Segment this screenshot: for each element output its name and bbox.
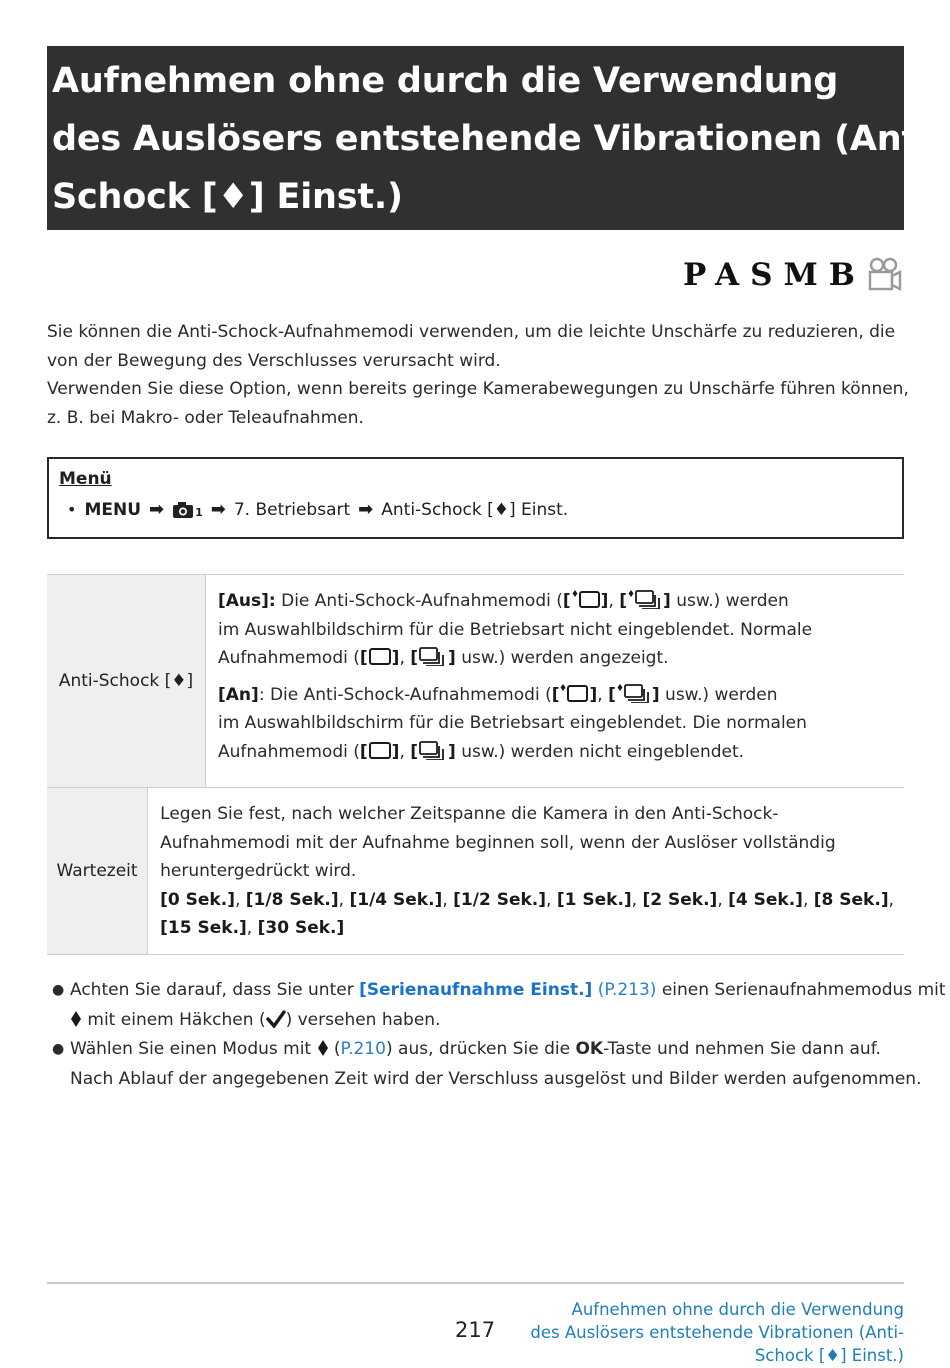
option-value: [4 Sek.] (728, 889, 803, 910)
list-item: ● Wählen Sie einen Modus mit (P.210) aus, drücken Sie die OK-Taste und nehmen Sie dann auf. Nach Ablauf der angegebenen Zeit wird der Verschluss ausgelöst und Bilder werden aufgenommen. (52, 1035, 912, 1094)
single-frame-icon (368, 740, 392, 760)
settings-table (47, 574, 904, 955)
page-link-210[interactable]: P.210 (340, 1039, 387, 1059)
row-body-anti-shock (206, 575, 904, 787)
intro-line: Verwenden Sie diese Option, wenn bereits geringe Kamerabewegungen zu Unschärfe führen können, (47, 379, 909, 399)
footer-title-line: Schock [♦] Einst.) (754, 1346, 904, 1365)
footer-divider (47, 1282, 904, 1284)
menu-step-1: 7. Betriebsart (233, 499, 351, 520)
tab-subscript: 1 (195, 505, 203, 519)
title-line-1: Aufnehmen ohne durch die Verwendung (52, 61, 839, 101)
sequential-icon (418, 740, 448, 760)
text: ) aus, drücken Sie die (386, 1039, 576, 1059)
table-row (47, 574, 904, 787)
movie-camera-icon (866, 257, 902, 293)
text: usw.) werden (670, 591, 789, 611)
single-frame-icon (368, 646, 392, 666)
bullet: • (67, 500, 77, 519)
option-aus: [Aus]: Die Anti-Schock-Aufnahmemodi ([ ], [ ] usw.) werden im Auswahlbildschirm für die Betriebsart nicht eingeblendet. Normale Aufnahmemodi ([ ], [ ] usw.) werden angezeigt. (218, 587, 894, 673)
wait-options: [15 Sek.], [30 Sek.] (160, 918, 345, 938)
menu-path-box (47, 457, 904, 539)
arrow-right-icon: ➡ (149, 499, 165, 520)
row-label-wartezeit: Wartezeit (47, 788, 148, 954)
text: Legen Sie fest, nach welcher Zeitspanne die Kamera in den Anti-Schock- (160, 804, 779, 824)
camera-tab-icon (172, 501, 203, 519)
option-value: [8 Sek.] (813, 889, 889, 910)
text: -Taste und nehmen Sie dann auf. (603, 1039, 881, 1059)
option-value: [2 Sek.] (642, 889, 718, 910)
option-label: [Aus]: (218, 591, 276, 611)
menu-path (67, 499, 568, 520)
option-value: [1/2 Sek.] (453, 889, 547, 910)
option-value: [1/8 Sek.] (245, 889, 339, 910)
text: Aufnahmemodi ( (218, 741, 360, 762)
arrow-right-icon: ➡ (358, 499, 374, 520)
intro-line: von der Bewegung des Verschlusses verursacht wird. (47, 350, 501, 371)
text: mit einem Häkchen ( (82, 1009, 266, 1030)
menu-title: Menü (59, 469, 112, 489)
mode-letters: PASMB (682, 257, 866, 293)
text: im Auswahlbildschirm für die Betriebsart eingeblendet. Die normalen (218, 713, 807, 733)
text: usw.) werden nicht eingeblendet. (455, 741, 745, 762)
text: im Auswahlbildschirm für die Betriebsart nicht eingeblendet. Normale (218, 619, 813, 640)
intro-line: Sie können die Anti-Schock-Aufnahmemodi verwenden, um die leichte Unschärfe zu reduzieren, die (47, 322, 896, 342)
option-value: [15 Sek.] (160, 918, 247, 938)
text: Aufnahmemodi ( (218, 648, 360, 668)
footer-title-line: des Auslösers entstehende Vibrationen (Anti- (530, 1323, 904, 1342)
anti-shock-icon (317, 1039, 329, 1057)
menu-key: MENU (84, 499, 141, 520)
row-body-wartezeit (148, 788, 904, 954)
table-row (47, 787, 904, 955)
list-item (52, 976, 946, 1035)
text: Aufnahmemodi mit der Aufnahme beginnen soll, wenn der Auslöser vollständig (160, 832, 836, 853)
footer-title-line: Aufnehmen ohne durch die Verwendung (571, 1300, 904, 1319)
option-an: [An]: Die Anti-Schock-Aufnahmemodi ([ ], [ ] usw.) werden im Auswahlbildschirm für die Betriebsart eingeblendet. Die normalen Aufnahmemodi ([ ], [ ] usw.) werden nicht eingeblendet. (218, 681, 894, 767)
arrow-right-icon: ➡ (210, 499, 226, 520)
anti-shock-icon (70, 1010, 82, 1028)
text: Nach Ablauf der angegebenen Zeit wird der Verschluss ausgelöst und Bilder werden aufgenommen. (70, 1068, 922, 1089)
anti-shock-single-icon (559, 683, 589, 703)
text: Wählen Sie einen Modus mit (70, 1039, 317, 1059)
link-serienaufnahme[interactable]: [Serienaufnahme Einst.] (359, 980, 593, 1000)
option-value: [0 Sek.] (160, 889, 235, 910)
anti-shock-sequential-icon (627, 589, 663, 609)
bullet: ● (52, 982, 65, 998)
option-label: [An] (218, 684, 259, 705)
bullet: ● (52, 1041, 65, 1057)
page-number: 217 (455, 1318, 496, 1342)
text: einen Serienaufnahmemodus mit (656, 980, 946, 1000)
row-label-anti-shock: Anti-Schock [♦] (47, 575, 206, 787)
intro-line: z. B. bei Makro- oder Teleaufnahmen. (47, 407, 364, 428)
text: Achten Sie darauf, dass Sie unter (70, 980, 360, 1000)
anti-shock-single-icon (571, 589, 601, 609)
option-value: [1 Sek.] (556, 889, 632, 910)
option-value: [1/4 Sek.] (349, 889, 443, 910)
menu-step-2: Anti-Schock [♦] Einst. (381, 499, 569, 520)
title-line-3: Schock [♦] Einst.) (52, 177, 403, 217)
text: heruntergedrückt wird. (160, 861, 357, 881)
text: Die Anti-Schock-Aufnahmemodi ( (275, 591, 563, 611)
wait-options: [0 Sek.], [1/8 Sek.], [1/4 Sek.], [1/2 Sek.], [1 Sek.], [2 Sek.], [4 Sek.], [8 Sek.], (160, 889, 894, 910)
shooting-modes (683, 254, 902, 296)
title-line-2: des Auslösers entstehende Vibrationen (Anti- (52, 119, 945, 159)
text: ) versehen haben. (285, 1009, 441, 1030)
page-title (47, 46, 945, 230)
checkmark-icon (266, 1010, 286, 1028)
sequential-icon (418, 646, 448, 666)
page-link-213[interactable]: (P.213) (592, 980, 657, 1000)
footer-section-link[interactable] (530, 1298, 904, 1367)
notes-list (52, 976, 946, 1094)
text: usw.) werden (659, 684, 778, 705)
ok-key: OK (575, 1039, 604, 1059)
text: : Die Anti-Schock-Aufnahmemodi ( (258, 684, 552, 705)
intro-text (47, 318, 907, 432)
option-value: [30 Sek.] (257, 918, 345, 938)
anti-shock-sequential-icon (616, 683, 652, 703)
text: usw.) werden angezeigt. (455, 648, 669, 668)
